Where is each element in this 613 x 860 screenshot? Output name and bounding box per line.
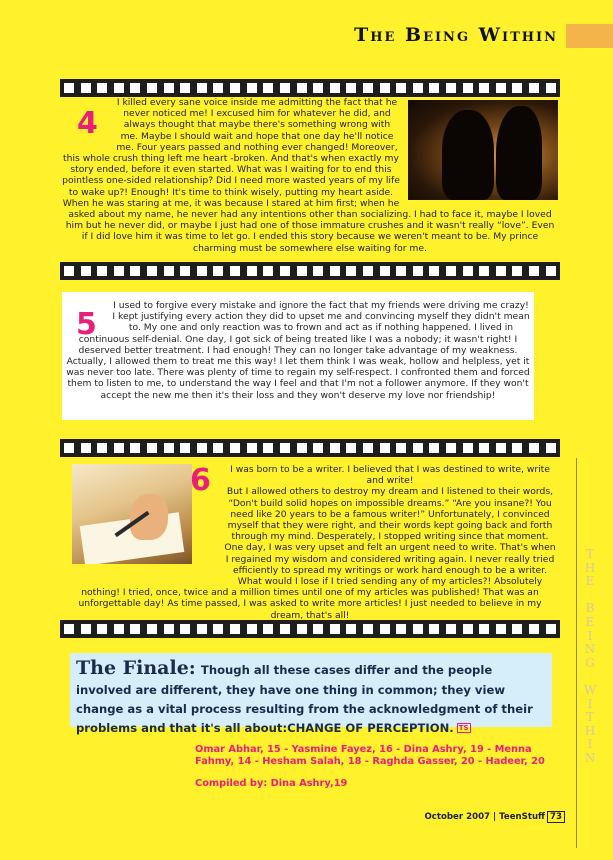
film-strip	[60, 439, 560, 457]
page-number: 73	[547, 811, 565, 823]
end-mark: TS	[458, 723, 469, 732]
story-section-5	[62, 292, 534, 420]
compiled-by: Compiled by: Dina Ashry,19	[195, 778, 348, 789]
story-number: 5	[76, 307, 97, 342]
film-strip	[60, 79, 560, 97]
issue-label: October 2007 | TeenStuff	[424, 812, 546, 822]
writing-hand-photo	[72, 464, 192, 564]
header-tab	[566, 24, 613, 48]
finale-box	[70, 653, 552, 735]
contributors: Omar Abhar, 15 - Yasmine Fayez, 16 - Dina Ashry, 19 - Menna Fahmy, 14 - Hesham Salah, 18 - Raghda Gasser, 20 - Hadeer, 20	[195, 744, 545, 767]
finale-title: The Finale:	[76, 657, 196, 679]
film-strip	[60, 620, 560, 638]
couple-photo	[408, 100, 558, 200]
side-rule	[576, 458, 577, 848]
story-section-6	[62, 460, 558, 621]
story-text: I killed every sane voice inside me admitting the fact that he never noticed me! I excused him for whatever he did, and always thought that maybe there's something wrong with me. Maybe I should wait and hope that one day he'll notice me. Four years passed and nothing ever changed! Moreover, this whole crush thing left me heart -broken. And that's when exactly my story ended, before it even started. What was I waiting for to end this pointless one-sided relationship? Did I need more wasted years of my life to wake up?! Enough! It's time to think wisely, putting my heart aside. When he was staring at me, it was because I stared at him first; when he asked about my name, he never had any intentions other than socializing. I had to face it, maybe I loved him but he never did, or maybe I just had one of those immature crushes and it wasn't really “love”. Even if I did love him it was time to let go. I ended this story because we weren't meant to be. My prince charming must be somewhere else waiting for me.	[62, 97, 555, 254]
side-title: T H E B E I N G W I T H I N	[583, 547, 597, 765]
story-section-4	[62, 97, 558, 255]
story-number: 6	[190, 463, 211, 498]
story-text: I was born to be a writer. I believed that I was destined to write, write and write!	[230, 464, 550, 487]
finale-text: Though all these cases differ and the people involved are different, they have one thing in common; they view change as a vital process resulting from the acknowledgment of their problems and that it's all about:CHANGE OF PERCEPTION.	[76, 663, 533, 735]
story-number: 4	[77, 106, 98, 141]
story-text: I used to forgive every mistake and ignore the fact that my friends were driving me crazy! I kept justifying every action they did to upset me and convincing myself they didn't mean to. My one and only reaction was to frown and act as if nothing happened. I lived in continuous self-denial. One day, I got sick of being treated like I was a nobody; it wasn't right! I deserved better treatment. I had enough! They can no longer take advantage of my weakness. Actually, I allowed them to treat me this way! I let them think I was weak, hollow and helpless, yet it was never too late. There was plenty of time to regain my self-respect. I confronted them and forced them to listen to me, to understand the way I feel and that I'm not a follower anymore. If they won't accept the new me then it's their loss and they won't deserve my love nor friendship!	[66, 300, 530, 401]
film-strip	[60, 262, 560, 280]
page-title: The Being Within	[354, 24, 558, 46]
footer	[424, 811, 565, 823]
story-text: But I allowed others to destroy my dream and I listened to their words, “Don't build solid hopes on impossible dreams.” “Are you insane?! You need like 20 years to be a famous writer!” Unfortunately, I convinced myself that they were right, and their words kept going back and forth through my mind. Desperately, I stopped writing since that moment. One day, I was very upset and felt an urgent need to write. That's when I regained my wisdom and considered writing again. I never really tried efficiently to spread my writings or work hard enough to be a writer. What would I lose if I tried sending any of my articles?! Absolutely nothing! I tried, once, twice and a million times until one of my articles was published! That was an unforgettable day! As time passed, I was asked to write more articles! I just needed to believe in my dream, that's all!	[78, 486, 556, 621]
